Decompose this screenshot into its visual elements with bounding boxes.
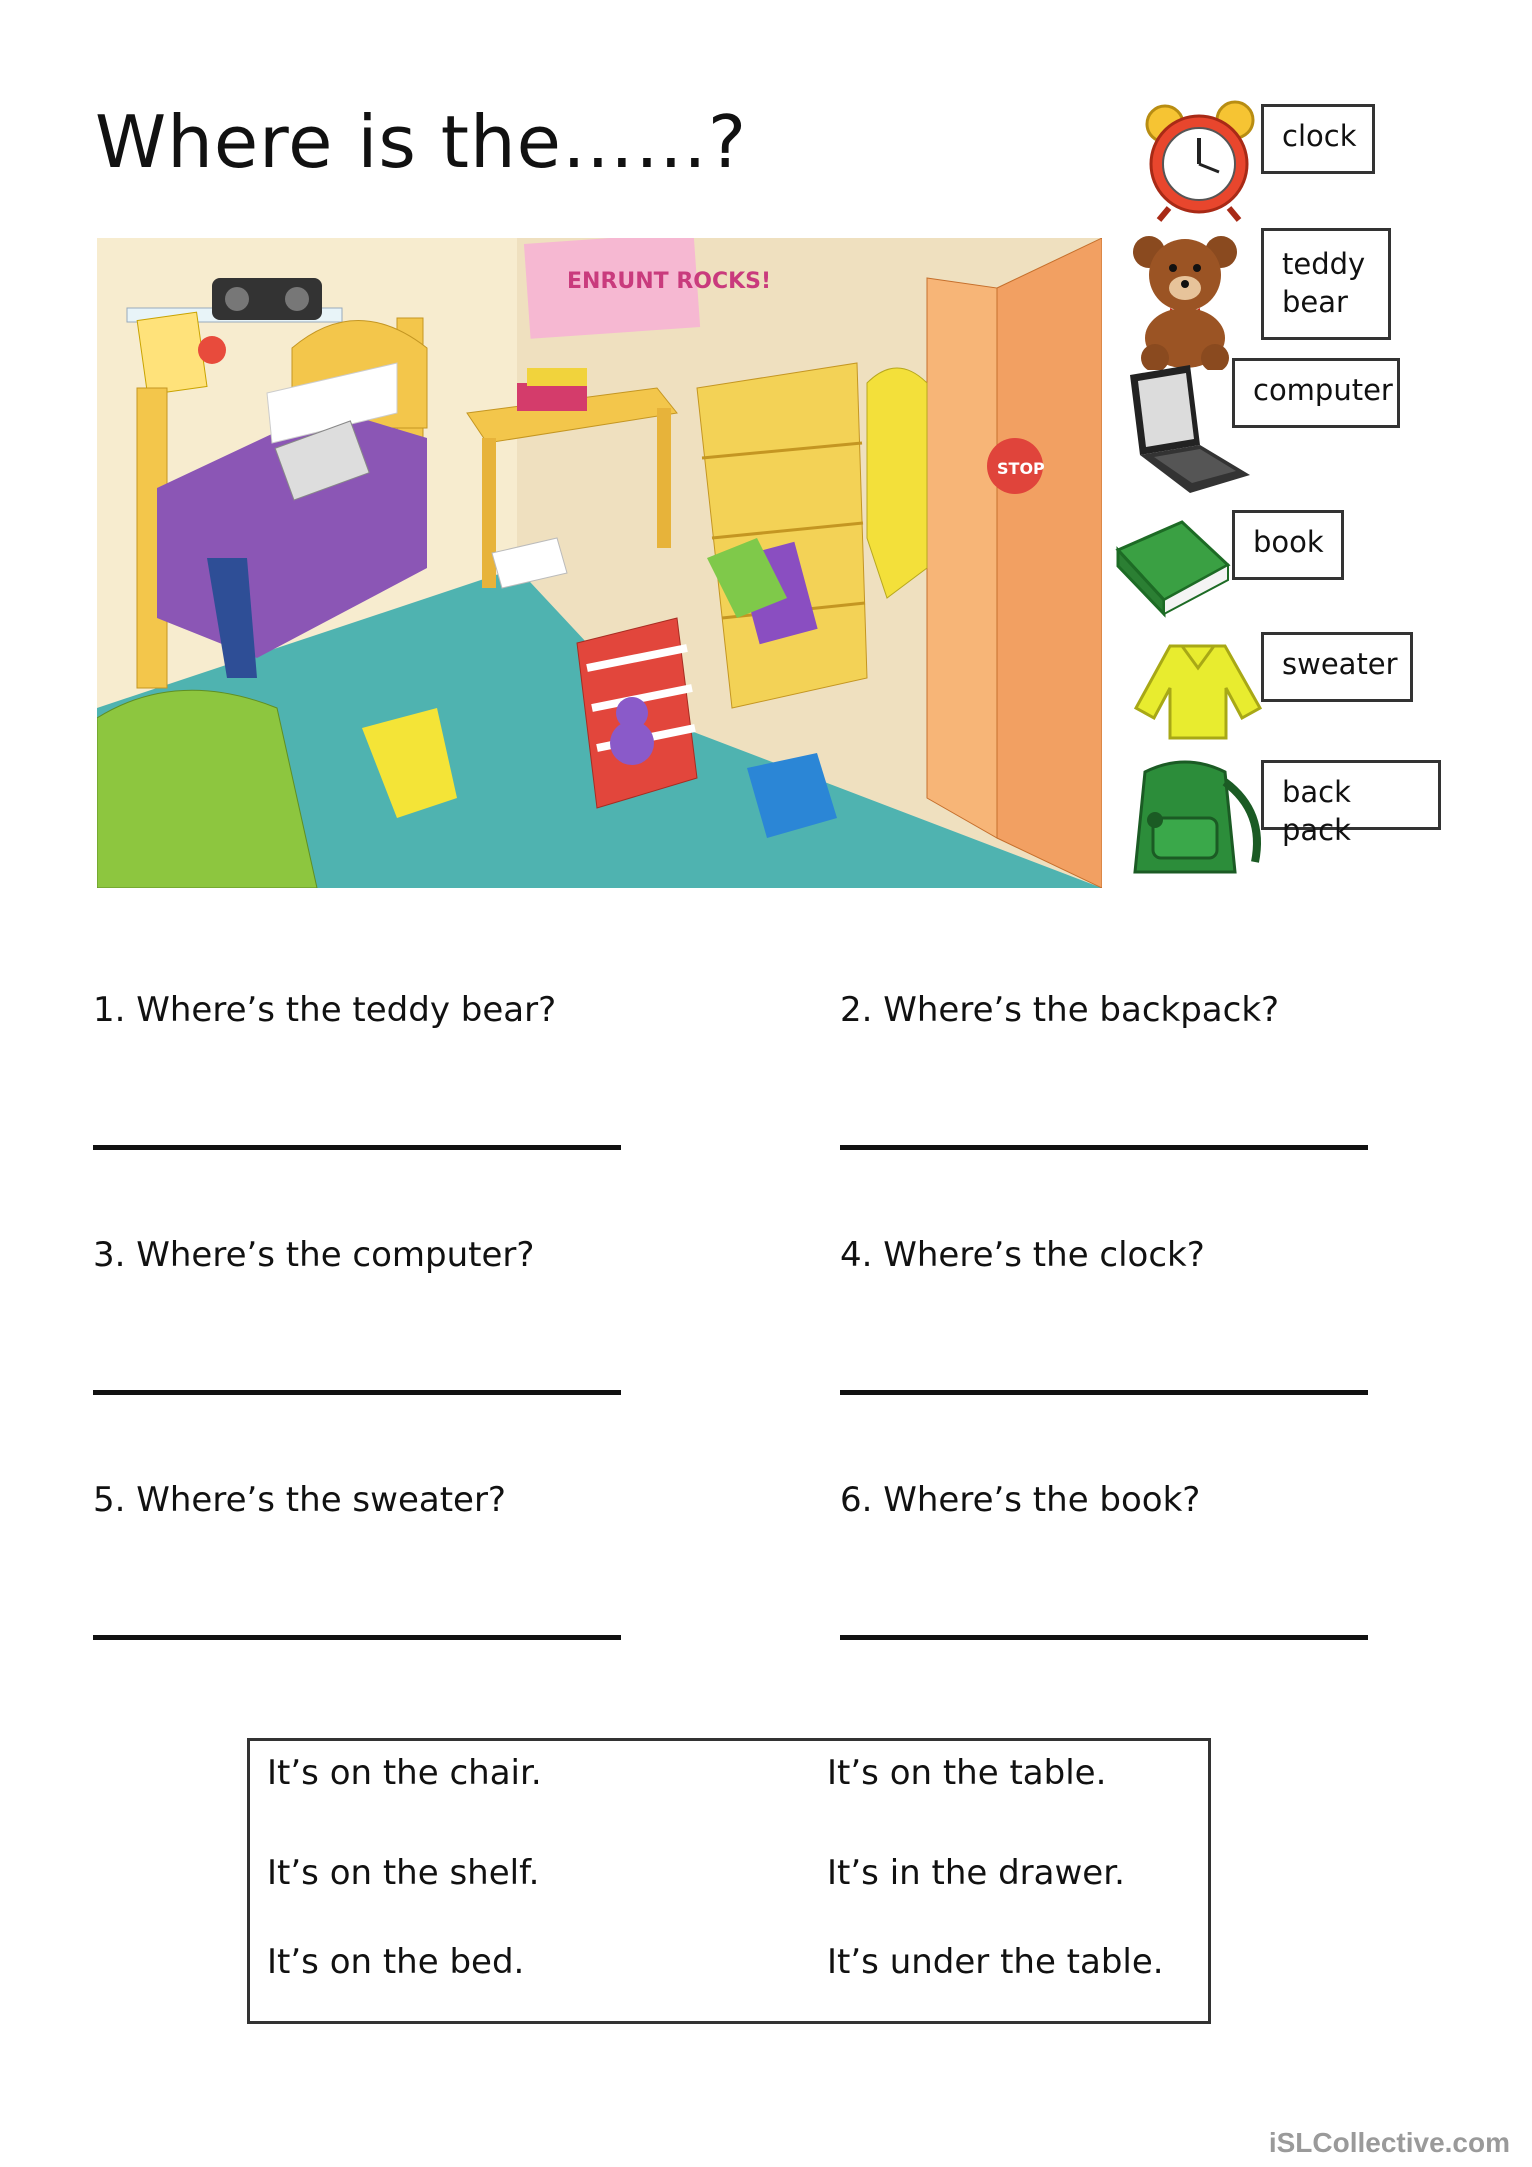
sweater-icon bbox=[1130, 638, 1265, 743]
backpack-icon bbox=[1115, 752, 1275, 882]
answer-option-3: It’s on the shelf. bbox=[267, 1853, 540, 1893]
answer-line-2[interactable] bbox=[840, 1145, 1368, 1150]
answer-option-2: It’s on the table. bbox=[827, 1753, 1107, 1793]
messy-bedroom-illustration bbox=[97, 238, 1102, 888]
question-4: 4. Where’s the clock? bbox=[840, 1235, 1205, 1275]
question-1: 1. Where’s the teddy bear? bbox=[93, 990, 557, 1030]
vocab-label-teddy-bear: teddy bear bbox=[1261, 228, 1391, 340]
answer-line-5[interactable] bbox=[93, 1635, 621, 1640]
answer-option-5: It’s on the bed. bbox=[267, 1942, 525, 1982]
answer-line-1[interactable] bbox=[93, 1145, 621, 1150]
answer-option-1: It’s on the chair. bbox=[267, 1753, 542, 1793]
poster-text: ENRUNT ROCKS! bbox=[567, 269, 772, 294]
book-icon bbox=[1112, 510, 1232, 620]
vocab-label-clock: clock bbox=[1261, 104, 1375, 174]
teddy-bear-icon bbox=[1125, 230, 1245, 370]
answer-line-4[interactable] bbox=[840, 1390, 1368, 1395]
question-2: 2. Where’s the backpack? bbox=[840, 990, 1280, 1030]
answer-options-box bbox=[247, 1738, 1211, 2024]
vocab-label-sweater: sweater bbox=[1261, 632, 1413, 702]
vocab-label-book: book bbox=[1232, 510, 1344, 580]
answer-line-3[interactable] bbox=[93, 1390, 621, 1395]
alarm-clock-icon bbox=[1135, 96, 1263, 224]
question-3: 3. Where’s the computer? bbox=[93, 1235, 535, 1275]
vocab-label-back-pack: back pack bbox=[1261, 760, 1441, 830]
page-title: Where is the……? bbox=[95, 100, 748, 184]
answer-line-6[interactable] bbox=[840, 1635, 1368, 1640]
answer-option-4: It’s in the drawer. bbox=[827, 1853, 1125, 1893]
question-6: 6. Where’s the book? bbox=[840, 1480, 1201, 1520]
watermark-footer: iSLCollective.com bbox=[1268, 2127, 1510, 2158]
question-5: 5. Where’s the sweater? bbox=[93, 1480, 506, 1520]
vocab-label-computer: computer bbox=[1232, 358, 1400, 428]
stop-sign-text: STOP bbox=[997, 459, 1045, 478]
answer-option-6: It’s under the table. bbox=[827, 1942, 1164, 1982]
